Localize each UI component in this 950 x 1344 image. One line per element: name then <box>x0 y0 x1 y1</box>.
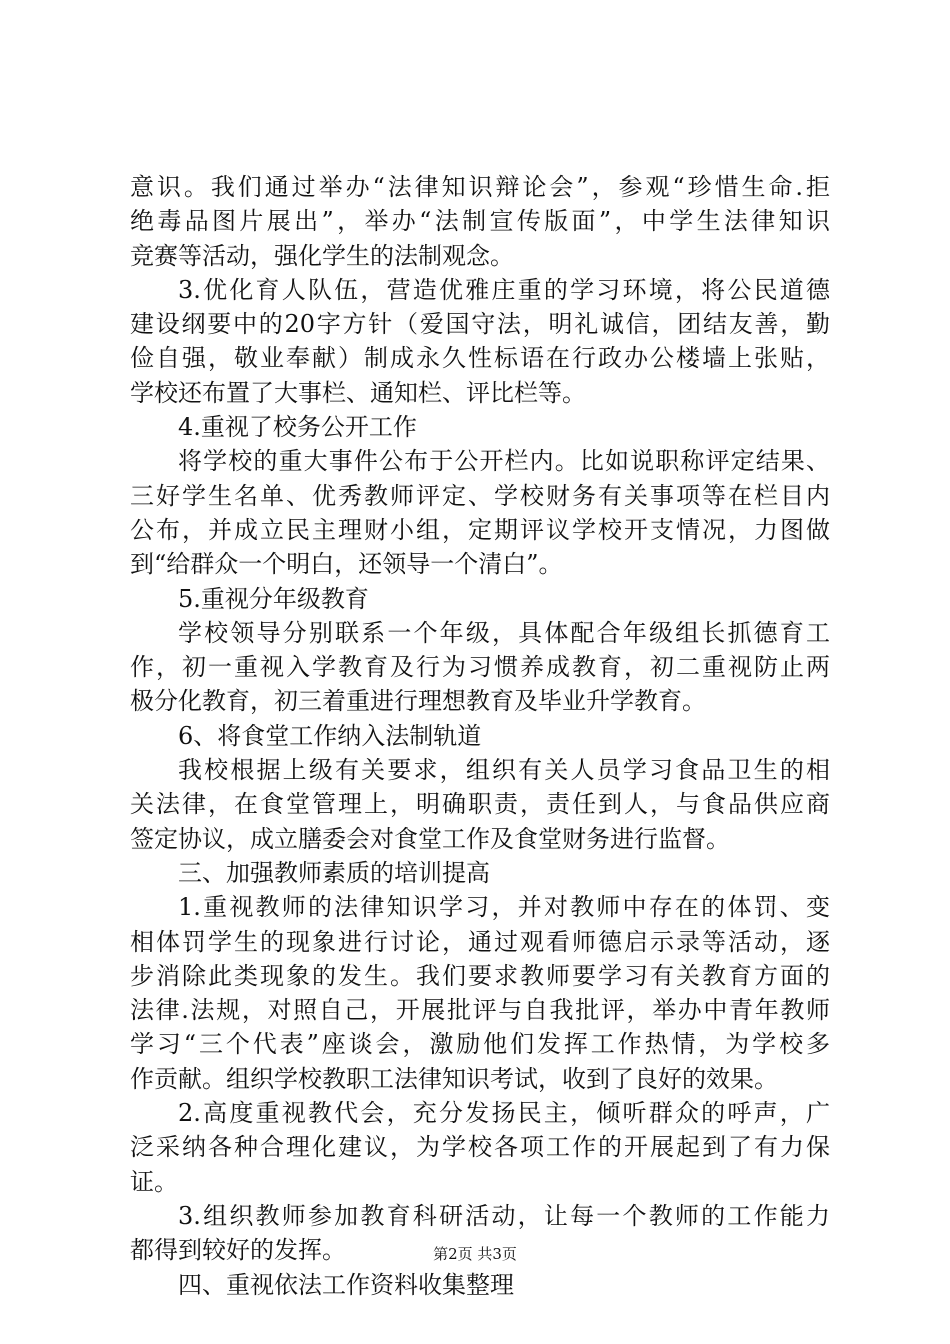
text-line: 2.高度重视教代会，充分发扬民主，倾听群众的呼声，广 <box>178 1099 830 1128</box>
text-line: 证。 <box>130 1167 178 1196</box>
text-line: 6、将食堂工作纳入法制轨道 <box>178 721 482 750</box>
text-line: 极分化教育，初三着重进行理想教育及毕业升学教育。 <box>130 687 706 716</box>
text-line: 作，初一重视入学教育及行为习惯养成教育，初二重视防止两 <box>130 653 830 682</box>
text-line: 5.重视分年级教育 <box>178 584 369 613</box>
text-line: 法律.法规，对照自己，开展批评与自我批评，举办中青年教师 <box>130 996 830 1025</box>
text-line: 学习“三个代表”座谈会，激励他们发挥工作热情，为学校多 <box>130 1030 830 1059</box>
text-line: 3.优化育人队伍，营造优雅庄重的学习环境，将公民道德 <box>178 275 830 304</box>
text-line: 三、加强教师素质的培训提高 <box>178 858 490 887</box>
text-line: 泛采纳各种合理化建议，为学校各项工作的开展起到了有力保 <box>130 1133 830 1162</box>
text-line: 到“给群众一个明白，还领导一个清白”。 <box>130 550 563 579</box>
text-line: 相体罚学生的现象进行讨论，通过观看师德启示录等活动，逐 <box>130 927 830 956</box>
text-line: 将学校的重大事件公布于公开栏内。比如说职称评定结果、 <box>178 447 830 476</box>
text-line: 竞赛等活动，强化学生的法制观念。 <box>130 241 514 270</box>
text-line: 学校领导分别联系一个年级，具体配合年级组长抓德育工 <box>178 618 830 647</box>
text-line: 四、重视依法工作资料收集整理 <box>178 1270 514 1299</box>
text-line: 绝毒品图片展出”，举办“法制宣传版面”，中学生法律知识 <box>130 207 830 236</box>
text-line: 我校根据上级有关要求，组织有关人员学习食品卫生的相 <box>178 756 830 785</box>
text-line: 都得到较好的发挥。 <box>130 1236 346 1265</box>
text-line: 俭自强，敬业奉献）制成永久性标语在行政办公楼墙上张贴， <box>130 344 830 373</box>
text-line: 1.重视教师的法律知识学习，并对教师中存在的体罚、变 <box>178 893 830 922</box>
text-line: 学校还布置了大事栏、通知栏、评比栏等。 <box>130 378 586 407</box>
text-line: 关法律，在食堂管理上，明确职责，责任到人，与食品供应商 <box>130 790 830 819</box>
text-line: 建设纲要中的20字方针（爱国守法，明礼诚信，团结友善，勤 <box>130 310 830 339</box>
text-line: 作贡献。组织学校教职工法律知识考试，收到了良好的效果。 <box>130 1064 778 1093</box>
text-line: 4.重视了校务公开工作 <box>178 413 417 442</box>
text-line: 3.组织教师参加教育科研活动，让每一个教师的工作能力 <box>178 1201 830 1230</box>
text-line: 公布，并成立民主理财小组，定期评议学校开支情况，力图做 <box>130 515 830 544</box>
text-line: 意识。我们通过举办“法律知识辩论会”，参观“珍惜生命.拒 <box>130 173 830 201</box>
text-line: 三好学生名单、优秀教师评定、学校财务有关事项等在栏目内 <box>130 481 830 510</box>
text-line: 步消除此类现象的发生。我们要求教师要学习有关教育方面的 <box>130 961 830 990</box>
document-body <box>130 170 830 1302</box>
page-footer: 第2页 共3页 <box>433 1245 517 1263</box>
text-line: 签定协议，成立膳委会对食堂工作及食堂财务进行监督。 <box>130 824 730 853</box>
